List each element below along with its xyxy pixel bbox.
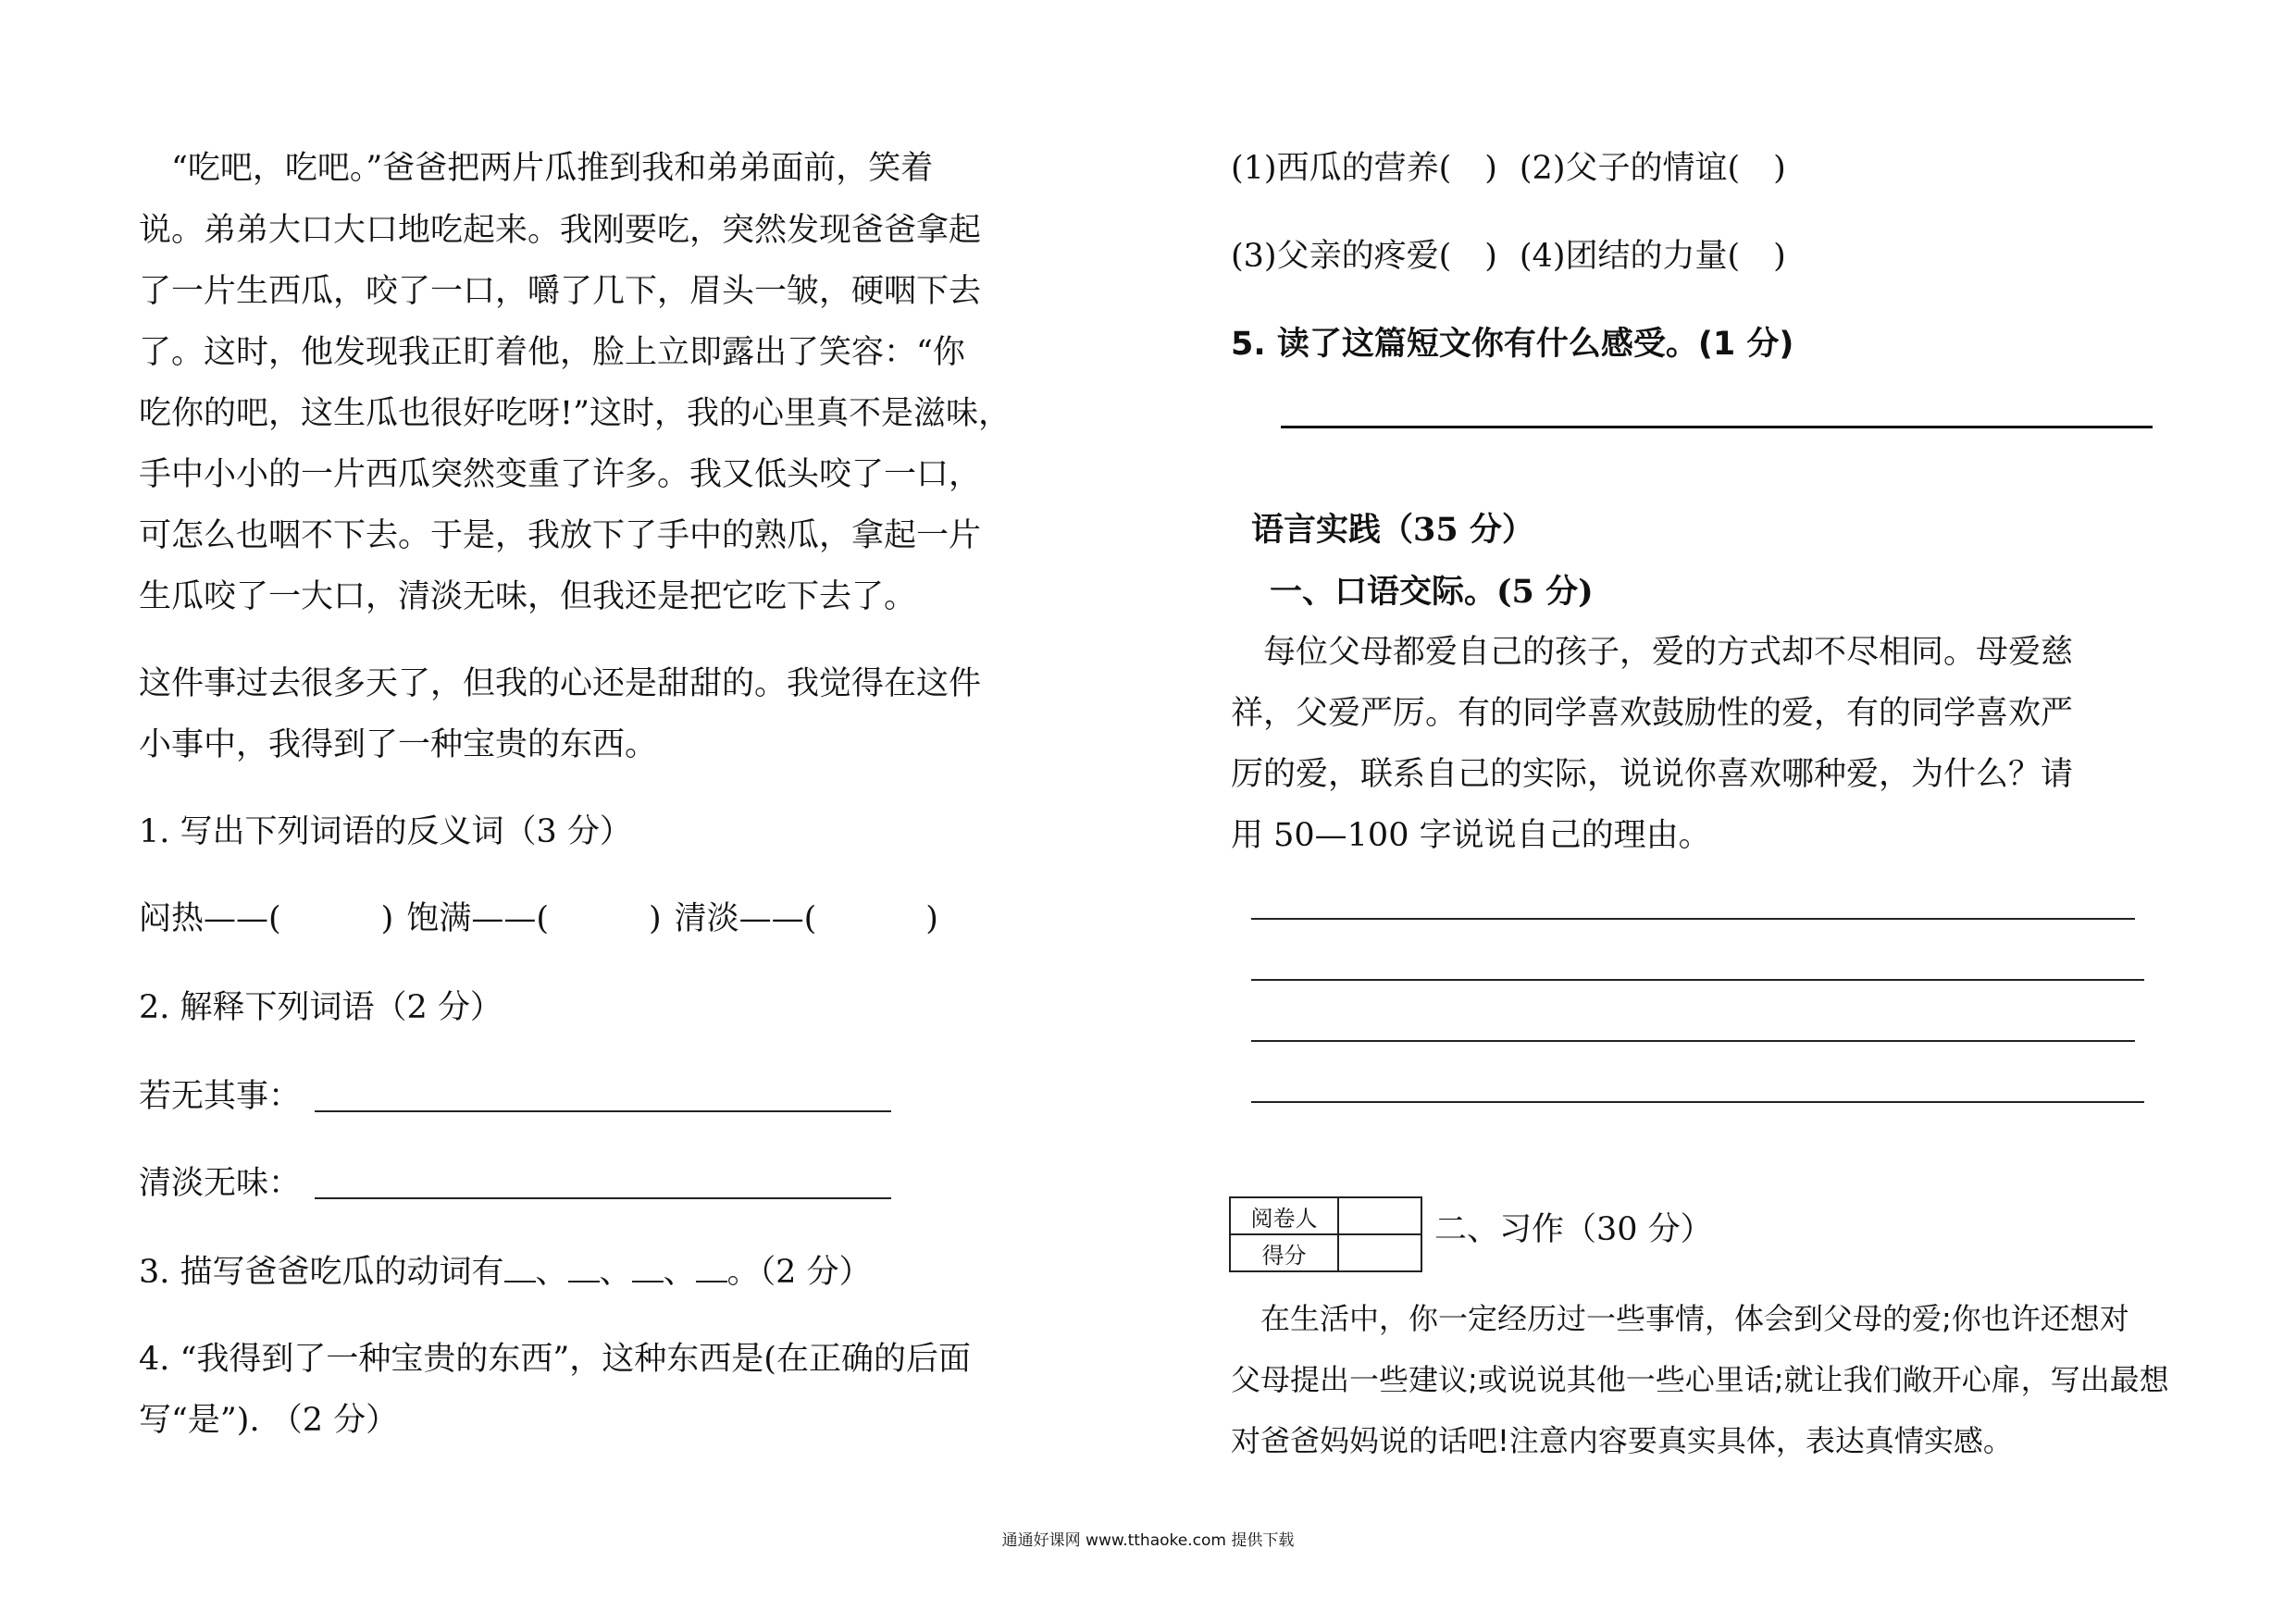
answer-blank[interactable] — [504, 1281, 536, 1282]
oral-line: 每位父母都爱自己的孩子，爱的方式却不尽相同。母爱慈 — [1231, 634, 2074, 671]
answer-line[interactable] — [1251, 1040, 2135, 1042]
answer-line[interactable] — [1281, 426, 2153, 428]
section-title: 语言实践（35 分） — [1251, 511, 1534, 549]
question-2-item-1: 若无其事： — [139, 1078, 302, 1115]
story-line: 了。这时，他发现我正盯着他，脸上立即露出了笑容：“你 — [139, 334, 965, 371]
story-line: 手中小小的一片西瓜突然变重了许多。我又低头咬了一口， — [139, 456, 982, 493]
antonym-item-3: 清淡——( — [674, 900, 817, 937]
question-5: 5. 读了这篇短文你有什么感受。(1 分) — [1231, 326, 1794, 363]
question-1-title: 1. 写出下列词语的反义词（3 分） — [139, 813, 632, 850]
story-line: 吃你的吧，这生瓜也很好吃呀!”这时，我的心里真不是滋味， — [139, 395, 1011, 432]
story-line: 可怎么也咽不下去。于是，我放下了手中的熟瓜，拿起一片 — [139, 517, 982, 554]
option-2: (2)父子的情谊( — [1519, 150, 1741, 187]
story-line: “吃吧，吃吧。”爸爸把两片瓜推到我和弟弟面前，笑着 — [139, 150, 934, 187]
question-1-items: 闷热——( ) 饱满——( ) 清淡——( ) — [139, 900, 938, 937]
writing-line: 父母提出一些建议;或说说其他一些心里话;就让我们敞开心扉，写出最想 — [1231, 1362, 2169, 1397]
answer-blank[interactable] — [632, 1281, 664, 1282]
grader-label: 阅卷人 — [1230, 1197, 1338, 1234]
question-2-title: 2. 解释下列词语（2 分） — [139, 989, 503, 1026]
oral-line: 厉的爱，联系自己的实际，说说你喜欢哪种爱，为什么？请 — [1231, 756, 2074, 793]
writing-title: 二、习作（30 分） — [1434, 1211, 1713, 1248]
question-4-line-2: 写“是”). （2 分） — [139, 1402, 399, 1439]
option-1: (1)西瓜的营养( — [1231, 150, 1452, 187]
antonym-item-1: 闷热——( — [139, 900, 281, 937]
answer-blank[interactable] — [696, 1281, 727, 1282]
ending-line: 这件事过去很多天了，但我的心还是甜甜的。我觉得在这件 — [139, 665, 982, 702]
writing-line: 在生活中，你一定经历过一些事情，体会到父母的爱;你也许还想对 — [1231, 1301, 2129, 1336]
question-2-item-2: 清淡无味： — [139, 1165, 302, 1202]
oral-line: 祥，父爱严厉。有的同学喜欢鼓励性的爱，有的同学喜欢严 — [1231, 695, 2074, 732]
writing-line: 对爸爸妈妈说的话吧!注意内容要真实具体，表达真情实感。 — [1231, 1423, 2013, 1458]
score-cell[interactable] — [1338, 1234, 1421, 1271]
story-line: 生瓜咬了一大口，清淡无味，但我还是把它吃下去了。 — [139, 578, 917, 615]
footer-credit: 通通好课网 www.tthaoke.com 提供下载 — [1001, 1531, 1295, 1550]
q4-options-row-1: (1)西瓜的营养( ) (2)父子的情谊( ) — [1231, 150, 1786, 187]
answer-blank[interactable] — [568, 1281, 600, 1282]
oral-line: 用 50—100 字说说自己的理由。 — [1231, 817, 1711, 854]
answer-line[interactable] — [1251, 979, 2144, 981]
option-3: (3)父亲的疼爱( — [1231, 238, 1452, 275]
question-3: 3. 描写爸爸吃瓜的动词有 、 、 、 。（2 分） — [139, 1254, 872, 1291]
score-label: 得分 — [1230, 1234, 1338, 1271]
option-4: (4)团结的力量( — [1519, 238, 1741, 275]
answer-line[interactable] — [1251, 1101, 2144, 1103]
grader-cell[interactable] — [1338, 1197, 1421, 1234]
story-line: 了一片生西瓜，咬了一口，嚼了几下，眉头一皱，硬咽下去 — [139, 273, 982, 310]
answer-line[interactable] — [315, 1110, 891, 1112]
q4-options-row-2: (3)父亲的疼爱( ) (4)团结的力量( ) — [1231, 238, 1786, 275]
answer-line[interactable] — [315, 1197, 891, 1199]
question-4-line-1: 4. “我得到了一种宝贵的东西”，这种东西是(在正确的后面 — [139, 1341, 971, 1378]
antonym-item-2: 饱满——( — [406, 900, 549, 937]
oral-communication-title: 一、口语交际。(5 分) — [1270, 573, 1594, 611]
story-line: 说。弟弟大口大口地吃起来。我刚要吃，突然发现爸爸拿起 — [139, 212, 982, 249]
score-table — [1229, 1196, 1422, 1272]
ending-line: 小事中，我得到了一种宝贵的东西。 — [139, 726, 658, 763]
answer-line[interactable] — [1251, 918, 2135, 920]
